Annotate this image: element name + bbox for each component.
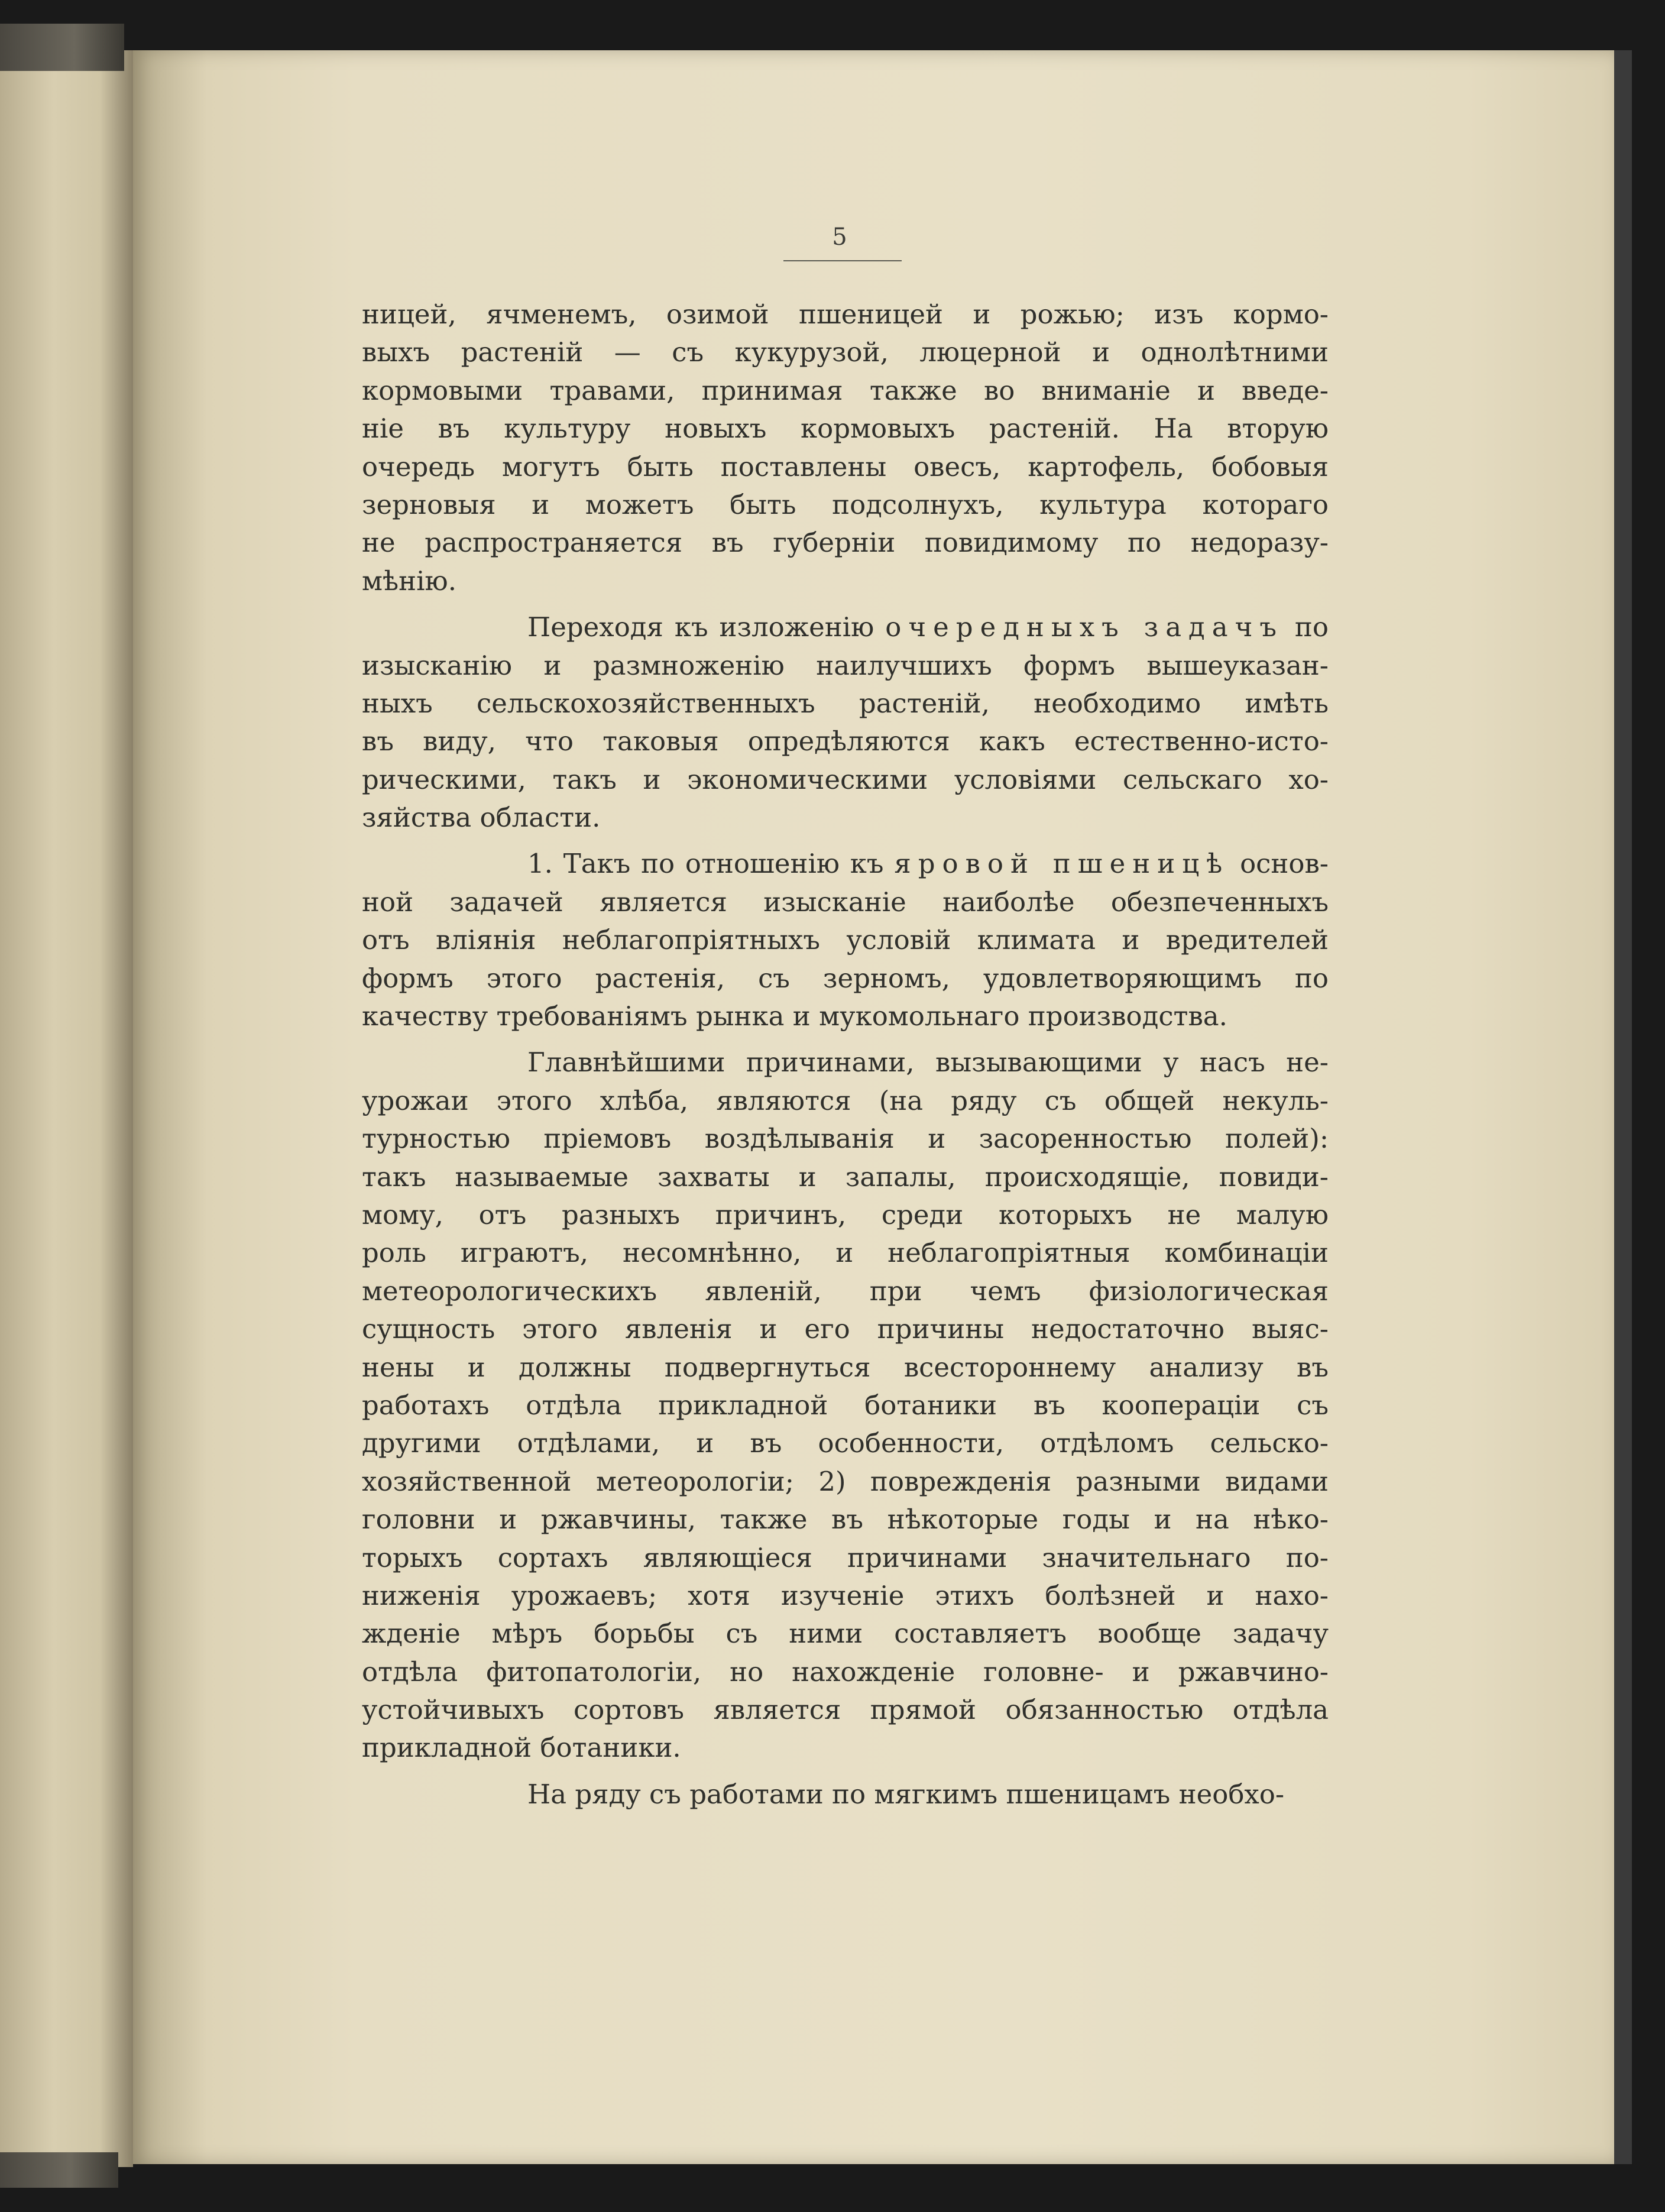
text-line: устойчивыхъ сортовъ является прямой обязанностью отдѣла [362, 1694, 1329, 1726]
text-line: другими отдѣлами, и въ особенности, отдѣломъ сельско- [362, 1427, 1329, 1459]
text-line: Переходя къ изложенію очередныхъ задачъ по [527, 611, 1329, 643]
text-line: формъ этого растенія, съ зерномъ, удовлетворяющимъ по [362, 962, 1329, 994]
text-line: турностью пріемовъ воздѣлыванія и засоренностью полей): [362, 1123, 1329, 1155]
text-line: На ряду съ работами по мягкимъ пшеницамъ необхо- [527, 1778, 1285, 1810]
text-line: жденіе мѣръ борьбы съ ними составляетъ вообще задачу [362, 1618, 1329, 1650]
text-line: прикладной ботаники. [362, 1732, 681, 1764]
text-line: качеству требованіямъ рынка и мукомольнаго производства. [362, 1000, 1227, 1032]
paragraph [362, 296, 1329, 600]
paragraph [362, 1776, 1329, 1813]
text-line: Главнѣйшими причинами, вызывающими у насъ не- [527, 1047, 1329, 1079]
text-line: 1. Такъ по отношенію къ яровой пшеницѣ основ- [527, 848, 1329, 880]
text-line: головни и ржавчины, также въ нѣкоторые годы и на нѣко- [362, 1504, 1329, 1536]
text-line: сущность этого явленія и его причины недостаточно выяс- [362, 1313, 1329, 1345]
text-line: очередь могутъ быть поставлены овесъ, картофель, бобовыя [362, 451, 1329, 482]
text-line: ницей, ячменемъ, озимой пшеницей и рожью; изъ кормо- [362, 299, 1329, 330]
book-spine-top [0, 24, 124, 71]
text-line: мѣнію. [362, 565, 457, 597]
text-line: роль играютъ, несомнѣнно, и неблагопріятныя комбинаціи [362, 1237, 1329, 1269]
page-number: 5 [832, 224, 847, 251]
text-line: метеорологическихъ явленій, при чемъ физіологическая [362, 1275, 1329, 1307]
text-line: изысканію и размноженію наилучшихъ формъ вышеуказан- [362, 649, 1329, 681]
text-line: выхъ растеній — съ кукурузой, люцерной и однолѣтними [362, 336, 1329, 368]
text-line: ниженія урожаевъ; хотя изученіе этихъ болѣзней и нахо- [362, 1579, 1329, 1611]
text-line: работахъ отдѣла прикладной ботаники въ коопераціи съ [362, 1389, 1329, 1421]
paragraph [362, 1044, 1329, 1767]
text-line: отдѣла фитопатологіи, но нахожденіе головне- и ржавчино- [362, 1656, 1329, 1688]
page-right-edge [1614, 50, 1632, 2164]
text-line: отъ вліянія неблагопріятныхъ условій климата и вредителей [362, 924, 1329, 956]
text-line: такъ называемые захваты и запалы, происходящіе, повиди- [362, 1161, 1329, 1193]
text-line: зяйства области. [362, 802, 601, 834]
text-line: ной задачей является изысканіе наиболѣе обезпеченныхъ [362, 886, 1329, 918]
text-line: ныхъ сельскохозяйственныхъ растеній, необходимо имѣть [362, 687, 1329, 719]
text-line: рическими, такъ и экономическими условіями сельскаго хо- [362, 763, 1329, 795]
text-line: кормовыми травами, принимая также во вниманіе и введе- [362, 374, 1329, 406]
left-page-edge [0, 50, 133, 2167]
text-line: урожаи этого хлѣба, являются (на ряду съ общей некуль- [362, 1084, 1329, 1116]
body-text [362, 296, 1329, 1813]
paragraph [362, 845, 1329, 1035]
book-spine-bottom [0, 2152, 118, 2188]
page-number-rule [783, 260, 902, 261]
text-line: торыхъ сортахъ являющіеся причинами значительнаго по- [362, 1541, 1329, 1573]
text-line: нены и должны подвергнуться всестороннему анализу въ [362, 1351, 1329, 1383]
text-line: въ виду, что таковыя опредѣляются какъ естественно-исто- [362, 726, 1329, 757]
paragraph [362, 608, 1329, 837]
text-line: мому, отъ разныхъ причинъ, среди которыхъ не малую [362, 1199, 1329, 1230]
text-line: не распространяется въ губерніи повидимому по недоразу- [362, 527, 1329, 559]
text-line: хозяйственной метеорологіи; 2) поврежденія разными видами [362, 1465, 1329, 1497]
text-line: зерновыя и можетъ быть подсолнухъ, культура котораго [362, 488, 1329, 520]
text-line: ніе въ культуру новыхъ кормовыхъ растеній. На вторую [362, 413, 1329, 445]
